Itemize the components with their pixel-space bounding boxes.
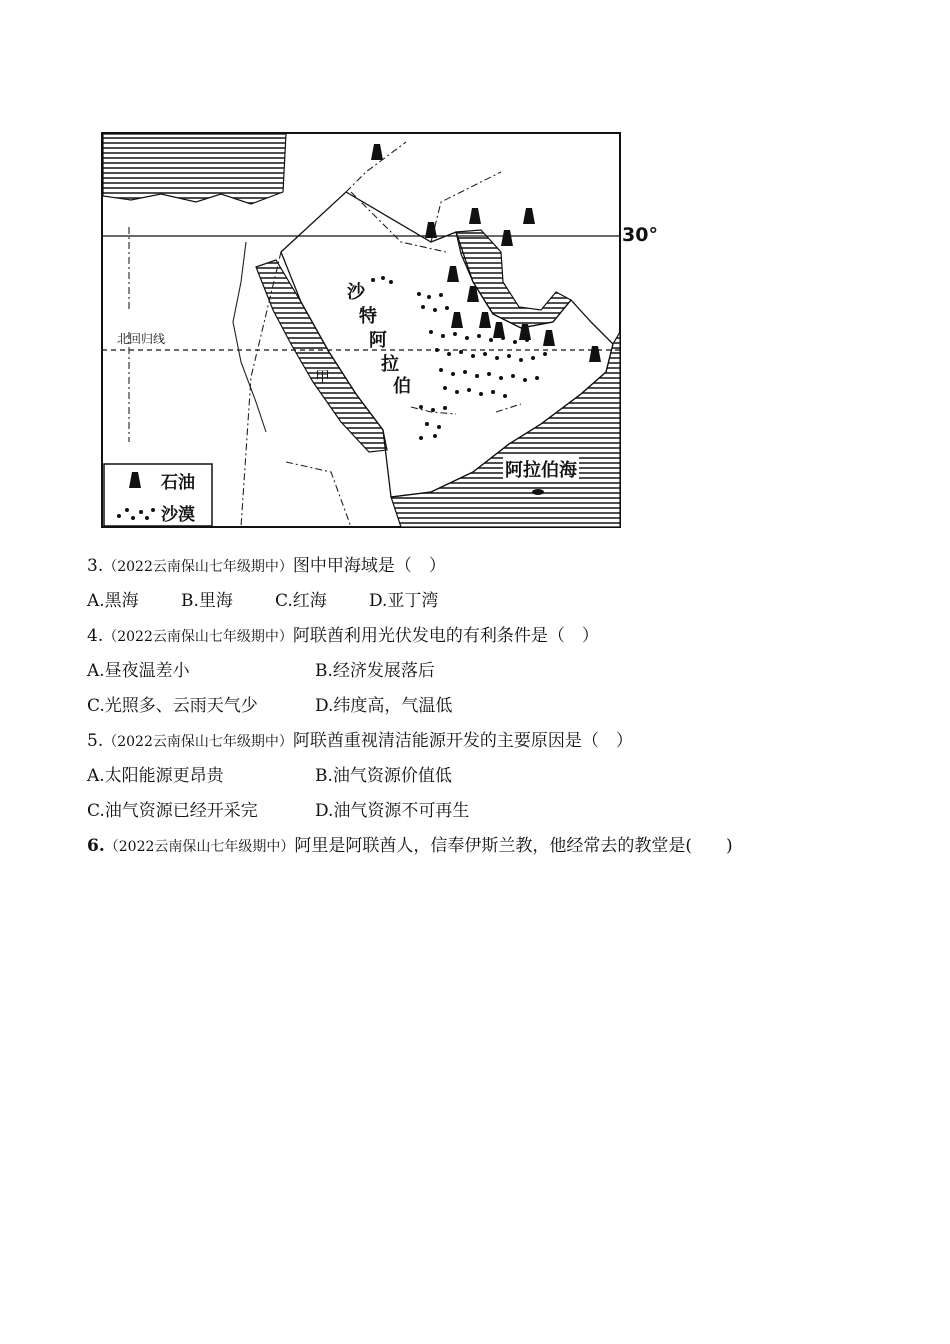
question-6: 6.（2022云南保山七年级期中）阿里是阿联酋人，信奉伊斯兰教，他经常去的教堂是( )	[87, 836, 733, 856]
mediterranean-sea	[103, 134, 286, 204]
option-d: D.油气资源不可再生	[315, 801, 470, 821]
country-char-4: 拉	[381, 354, 399, 375]
option-a: A.太阳能源更昂贵	[87, 766, 224, 786]
option-b: B.经济发展落后	[315, 661, 435, 681]
country-char-5: 伯	[393, 376, 411, 397]
option-a: A.昼夜温差小	[87, 661, 190, 681]
question-4-options-row1	[87, 655, 907, 690]
option-b: B.油气资源价值低	[315, 766, 452, 786]
option-b: B.里海	[181, 591, 233, 611]
option-d: D.纬度高，气温低	[315, 696, 453, 716]
arabian-sea-label: 阿拉伯海	[503, 456, 579, 482]
latitude-30-label: 30°	[622, 224, 658, 246]
question-4: 4.（2022云南保山七年级期中）阿联酋利用光伏发电的有利条件是（ ）	[87, 626, 599, 646]
sea-jia-label: 甲	[315, 368, 331, 386]
legend-oil-label: 石油	[161, 473, 195, 493]
question-5: 5.（2022云南保山七年级期中）阿联酋重视清洁能源开发的主要原因是（ ）	[87, 731, 633, 751]
option-c: C.光照多、云雨天气少	[87, 696, 258, 716]
arabian-peninsula-map	[101, 132, 621, 528]
question-3-options	[87, 585, 907, 620]
tropic-label: 北回归线	[117, 332, 166, 346]
option-d: D.亚丁湾	[369, 591, 439, 611]
option-c: C.油气资源已经开采完	[87, 801, 258, 821]
question-4-options-row2	[87, 690, 907, 725]
legend-desert-label: 沙漠	[161, 505, 195, 525]
island	[532, 489, 544, 495]
question-5-options-row2	[87, 795, 907, 830]
country-char-2: 特	[359, 306, 377, 327]
country-char-1: 沙	[347, 282, 365, 303]
option-a: A.黑海	[87, 591, 139, 611]
country-char-3: 阿	[369, 330, 387, 351]
question-list	[87, 550, 907, 865]
question-5-options-row1	[87, 760, 907, 795]
question-3: 3.（2022云南保山七年级期中）图中甲海域是（ ）	[87, 556, 446, 576]
option-c: C.红海	[275, 591, 327, 611]
